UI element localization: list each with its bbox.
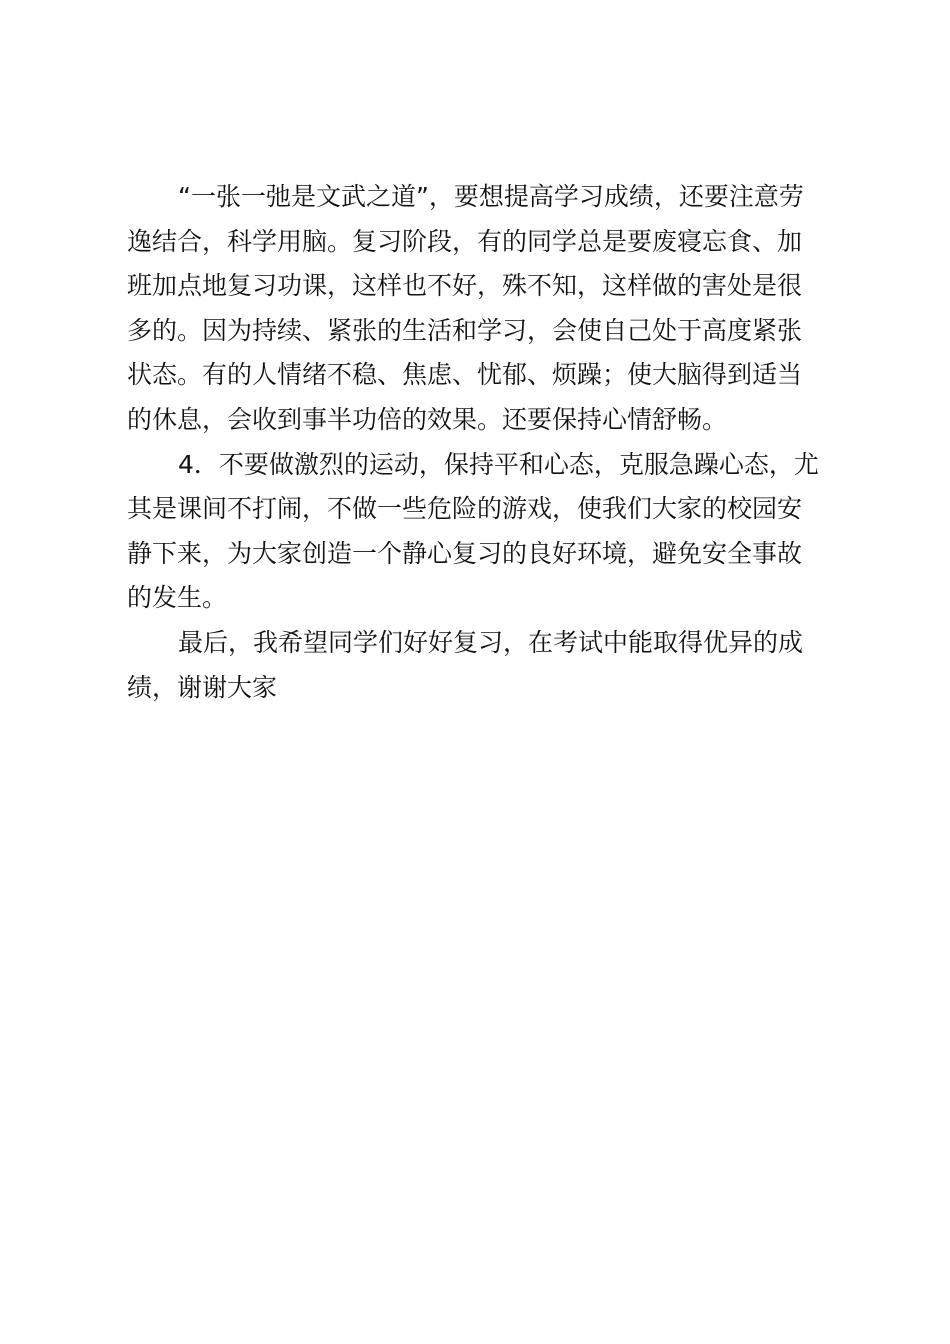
text-line: 其是课间不打闹，不做一些危险的游戏，使我们大家的校园安 — [127, 494, 803, 524]
text-line: 静下来，为大家创造一个静心复习的良好环境，避免安全事故 — [127, 538, 803, 568]
text-line: 逸结合，科学用脑。复习阶段，有的同学总是要废寝忘食、加 — [127, 226, 803, 256]
text-line: 班加点地复习功课，这样也不好，殊不知，这样做的害处是很 — [127, 271, 803, 301]
paragraph-item-4 — [127, 443, 847, 621]
text-line: 4．不要做激烈的运动，保持平和心态，克服急躁心态，尤 — [178, 449, 819, 479]
text-line: “一张一弛是文武之道”，要想提高学习成绩，还要注意劳 — [178, 182, 804, 211]
paragraph-closing — [127, 621, 847, 710]
text-line: 的休息，会收到事半功倍的效果。还要保持心情舒畅。 — [127, 404, 728, 434]
text-line: 多的。因为持续、紧张的生活和学习，会使自己处于高度紧张 — [127, 315, 803, 345]
text-line: 最后，我希望同学们好好复习，在考试中能取得优异的成 — [178, 627, 804, 657]
document-body — [127, 175, 847, 710]
text-line: 绩，谢谢大家 — [127, 672, 278, 702]
text-line: 的发生。 — [127, 583, 228, 613]
text-line: 状态。有的人情绪不稳、焦虑、忧郁、烦躁；使大脑得到适当 — [127, 360, 803, 390]
paragraph-study-balance — [127, 175, 847, 443]
